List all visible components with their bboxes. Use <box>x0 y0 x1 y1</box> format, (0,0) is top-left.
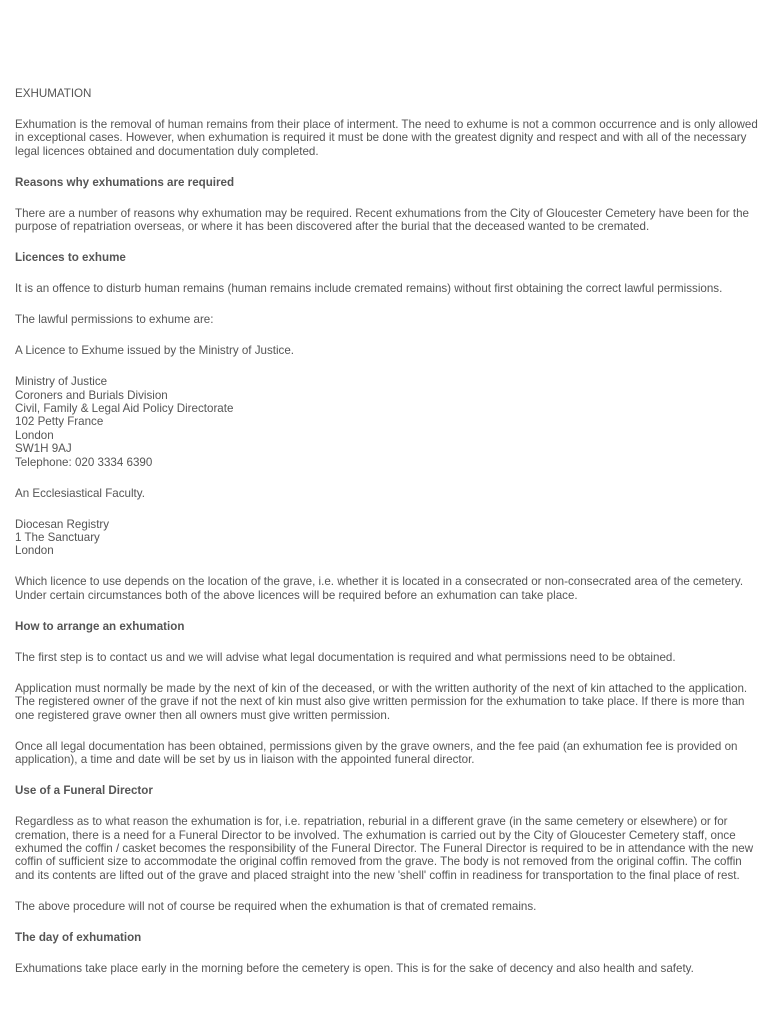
address-line: London <box>15 544 54 558</box>
heading-arrange: How to arrange an exhumation <box>15 619 185 633</box>
licences-paragraph-which: Which licence to use depends on the location of the grave, i.e. whether it is located in a consecrated or non-consecrated area of the cemetery. Under certain circumstances both of the above licences will be required before an exhumation can take place. <box>15 575 744 602</box>
licences-paragraph-faculty: An Ecclesiastical Faculty. <box>15 486 145 500</box>
arrange-paragraph-documentation: Once all legal documentation has been obtained, permissions given by the grave owners, and the fee paid (an exhumation fee is provided on application), a time and date will be set by us in liaison with the appointed funeral director. <box>15 739 738 767</box>
heading-day: The day of exhumation <box>15 930 142 944</box>
document-title: EXHUMATION <box>15 87 92 100</box>
arrange-paragraph-first-step: The first step is to contact us and we will advise what legal documentation is required and what permissions need to be obtained. <box>15 650 676 664</box>
diocesan-address-block <box>15 518 760 558</box>
address-line: London <box>15 428 54 442</box>
heading-licences: Licences to exhume <box>15 251 126 265</box>
day-paragraph: Exhumations take place early in the morning before the cemetery is open. This is for the sake of decency and also health and safety. <box>15 961 694 975</box>
address-line: Coroners and Burials Division <box>15 388 168 402</box>
funeral-director-paragraph: Regardless as to what reason the exhumation is for, i.e. repatriation, reburial in a different grave (in the same cemetery or elsewhere) or for cremation, there is a need for a Funeral Director to be involved. The exhumation is carried out by the City of Gloucester Cemetery staff, once exhumed the coffin / casket becomes the responsibility of the Funeral Director. The Funeral Director is required to be in attendance with the new coffin of sufficient size to accommodate the original coffin removed from the grave. The body is not removed from the original coffin. The coffin and its contents are lifted out of the grave and placed straight into the new 'shell' coffin in readiness for transportation to the final place of rest. <box>15 815 754 882</box>
address-line: Ministry of Justice <box>15 375 108 389</box>
telephone-line: Telephone: 020 3334 6390 <box>15 455 153 469</box>
heading-reasons: Reasons why exhumations are required <box>15 175 235 189</box>
licences-paragraph-offence: It is an offence to disturb human remains (human remains include cremated remains) without first obtaining the correct lawful permissions. <box>15 282 723 296</box>
address-line: 102 Petty France <box>15 415 104 429</box>
address-line: Diocesan Registry <box>15 517 110 531</box>
arrange-paragraph-application: Application must normally be made by the next of kin of the deceased, or with the written authority of the next of kin attached to the application. The registered owner of the grave if not the next of kin must also give written permission for the exhumation to take place. If there is more than one registered grave owner then all owners must give written permission. <box>15 681 748 722</box>
heading-funeral-director: Use of a Funeral Director <box>15 784 153 798</box>
address-line: SW1H 9AJ <box>15 442 72 456</box>
funeral-director-paragraph-cremated: The above procedure will not of course be required when the exhumation is that of cremated remains. <box>15 899 537 913</box>
address-line: 1 The Sanctuary <box>15 531 100 545</box>
moj-address-block <box>15 375 760 469</box>
reasons-paragraph: There are a number of reasons why exhumation may be required. Recent exhumations from the City of Gloucester Cemetery have been for the purpose of repatriation overseas, or where it has been discovered after the burial that the deceased wanted to be cremated. <box>15 206 749 234</box>
address-line: Civil, Family & Legal Aid Policy Directorate <box>15 402 234 416</box>
document-page <box>15 87 760 993</box>
licences-paragraph-permissions: The lawful permissions to exhume are: <box>15 313 214 327</box>
intro-paragraph: Exhumation is the removal of human remains from their place of interment. The need to exhume is not a common occurrence and is only allowed in exceptional cases. However, when exhumation is required it must be done with the greatest dignity and respect and with all of the necessary legal licences obtained and documentation duly completed. <box>15 118 758 158</box>
licences-paragraph-moj: A Licence to Exhume issued by the Ministry of Justice. <box>15 344 295 358</box>
